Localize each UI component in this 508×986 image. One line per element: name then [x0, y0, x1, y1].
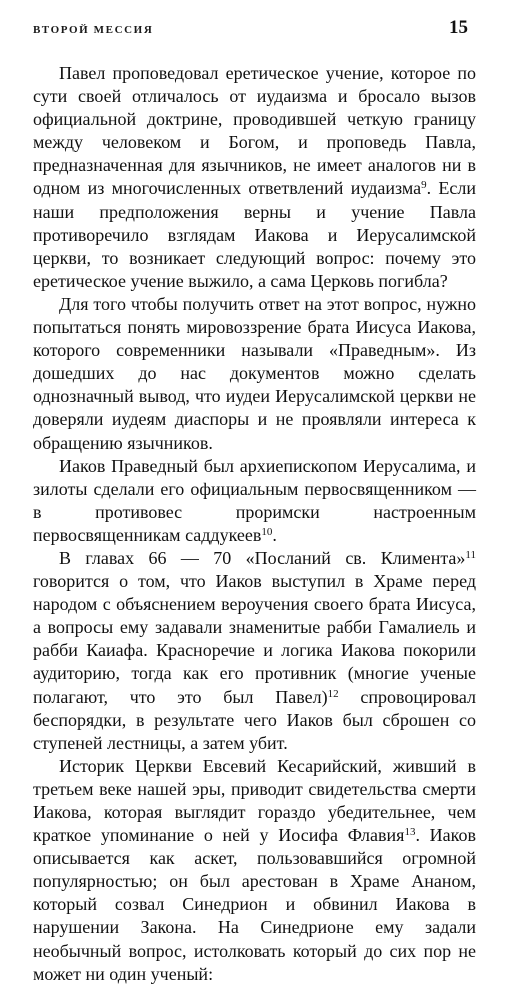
footnote-ref: 11 [465, 548, 476, 561]
paragraph: Историк Церкви Евсевий Кесарийский, живший в третьем веке нашей эры, приводит свидетельства смерти Иакова, которая выглядит гораздо убедительнее, чем краткое упоминание о ней у Иосифа Флавия$^{13}$. Иаков описывается как аскет, пользовавшийся огромной популярностью; он был арестован в Храме Ананом, который созвал Синедрион и обвинил Иакова в нарушении Закона. На Синедрионе ему задали необычный вопрос, истолковать который до сих пор не может ни один ученый: [33, 755, 476, 984]
footnote-ref: 12 [327, 687, 339, 700]
body-text [33, 62, 476, 986]
footnote-ref: 9 [421, 179, 427, 192]
footnote-ref: 13 [404, 826, 416, 839]
paragraph: Павел проповедовал еретическое учение, которое по сути своей отличалось от иудаизма и бросало вызов официальной доктрине, проводившей четкую границу между человеком и Богом, и проповедь Павла, предназначенная для язычников, не имеет аналогов ни в одном из многочисленных ответвлений иудаизма$^9$. Если наши предположения верны и учение Павла противоречило взглядам Иакова и Иерусалимской церкви, то возникает следующий вопрос: почему это еретическое учение выжило, а сама Церковь погибла? [33, 63, 476, 291]
page-number: 15 [449, 17, 468, 38]
footnote-ref: 10 [261, 525, 273, 538]
running-head: ВТОРОЙ МЕССИЯ [33, 24, 154, 36]
paragraph: Иаков Праведный был архиепископом Иерусалима, и зилоты сделали его официальным первосвященником — в противовес проримски настроенным первосвященникам саддукеев$^{10}$. [33, 455, 476, 545]
paragraph: Для того чтобы получить ответ на этот вопрос, нужно попытаться понять мировоззрение брата Иисуса Иакова, которого современники называли «Праведным». Из дошедших до нас документов можно сделать однозначный вывод, что иудеи Иерусалимской церкви не доверяли иудеям диаспоры и не проявляли интереса к обращению язычников. [33, 293, 476, 453]
paragraph: В главах 66 — 70 «Посланий св. Климента»$^{11}$ говорится о том, что Иаков выступил в Храме перед народом с объяснением вероучения своего брата Иисуса, а вопросы ему задавали знаменитые рабби Гамалиель и рабби Каиафа. Красноречие и логика Иакова покорили аудиторию, тогда как его противник (многие ученые полагают, что это был Павел)$^{12}$ спровоцировал беспорядки, в результате чего Иаков был сброшен со ступеней лестницы, а затем убит. [33, 547, 476, 753]
